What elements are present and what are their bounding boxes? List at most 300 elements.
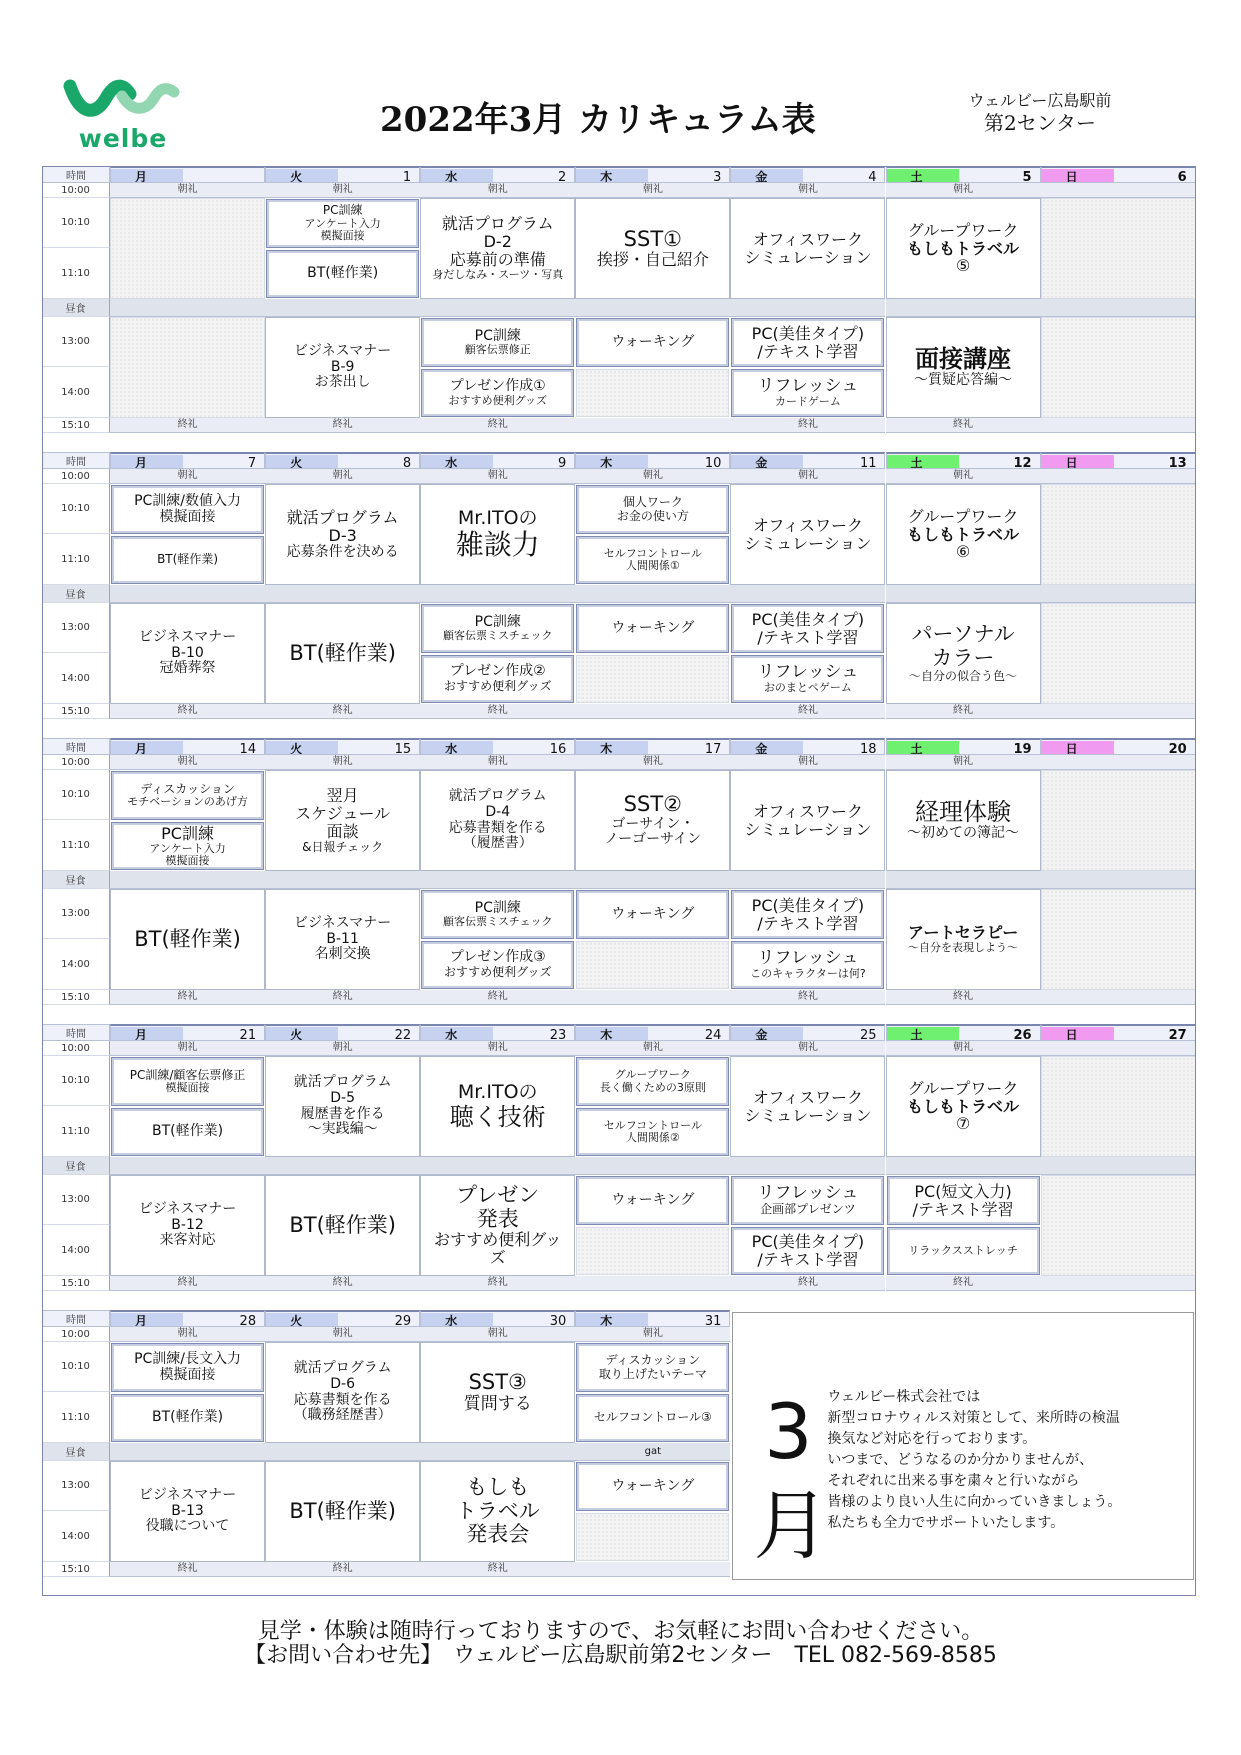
activity-text: リフレッシュ — [757, 948, 859, 969]
notice-line: ウェルビー株式会社では — [827, 1389, 981, 1405]
morning-activity[interactable] — [265, 770, 420, 871]
morning-activity[interactable] — [886, 198, 1041, 299]
activity-text: プレゼン作成② — [449, 663, 546, 680]
activity-text: プレゼン — [456, 1183, 540, 1208]
time-label: 13:00 — [42, 889, 110, 939]
time-label: 10:00 — [42, 755, 110, 770]
activity-text: オフィスワーク — [752, 229, 864, 249]
day-header — [110, 1310, 265, 1327]
morning-activity-top[interactable] — [111, 1057, 264, 1106]
date-number: 17 — [704, 742, 722, 755]
morning-activity[interactable] — [420, 1342, 575, 1443]
morning-activity-top[interactable] — [111, 771, 264, 820]
day-header — [730, 166, 885, 183]
closing-meeting: 終礼 — [886, 990, 1041, 1005]
afternoon-activity[interactable] — [265, 317, 420, 418]
activity-text: 面談 — [326, 821, 359, 841]
day-header — [420, 166, 575, 183]
lunch-row — [886, 585, 1041, 603]
afternoon-activity-top[interactable] — [887, 1176, 1040, 1225]
morning-activity-top[interactable] — [576, 1343, 729, 1392]
activity-text: リフレッシュ — [757, 1183, 859, 1204]
closing-meeting: 終礼 — [110, 418, 265, 433]
morning-meeting: 朝礼 — [265, 755, 420, 770]
activity-text: PC訓練 — [474, 613, 521, 630]
time-label: 10:10 — [42, 1342, 110, 1392]
activity-text: 模擬面接 — [159, 508, 216, 525]
date-number: 26 — [1013, 1028, 1032, 1041]
center-name-line1: ウェルビー広島駅前 — [968, 91, 1112, 110]
date-number: 20 — [1168, 742, 1187, 755]
time-header: 時間 — [42, 1310, 110, 1327]
notice-line: それぞれに出来る事を粛々と行いながら — [827, 1473, 1080, 1489]
lunch-row — [110, 299, 265, 317]
afternoon-activity[interactable] — [110, 603, 265, 704]
morning-meeting: 朝礼 — [265, 1041, 420, 1056]
activity-text: お茶出し — [314, 374, 371, 391]
morning-meeting — [1041, 755, 1196, 770]
morning-meeting: 朝礼 — [265, 1327, 420, 1342]
activity-text: 人間関係② — [625, 1131, 680, 1144]
afternoon-activity[interactable] — [420, 1461, 575, 1562]
time-label: 10:00 — [42, 1041, 110, 1056]
empty-slot — [576, 1513, 729, 1561]
activity-text: シミュレーション — [744, 247, 872, 267]
morning-activity-bottom[interactable] — [111, 822, 264, 870]
morning-activity[interactable] — [575, 770, 730, 871]
afternoon-activity-top[interactable] — [421, 604, 574, 653]
morning-activity-bottom[interactable] — [111, 1108, 264, 1156]
afternoon-activity-bottom[interactable] — [421, 655, 574, 703]
lunch-row — [1041, 299, 1196, 317]
day-of-week: 火 — [266, 1313, 338, 1327]
lunch-row — [265, 1157, 420, 1175]
activity-text: ⑦ — [955, 1114, 971, 1134]
activity-text: オフィスワーク — [752, 801, 864, 821]
activity-text: 履歴書を作る — [300, 1105, 385, 1122]
day-header — [420, 1310, 575, 1327]
morning-activity-bottom[interactable] — [111, 536, 264, 584]
time-label: 11:10 — [42, 1392, 110, 1443]
activity-text: ビジネスマナー — [138, 1200, 237, 1217]
lunch-row — [265, 1443, 420, 1461]
lunch-row: gat — [575, 1443, 730, 1461]
activity-text: リフレッシュ — [757, 662, 859, 683]
activity-text: カードゲーム — [775, 395, 841, 409]
day-of-week: 水 — [421, 169, 493, 183]
activity-text: おすすめ便利グッズ — [443, 965, 552, 980]
afternoon-activity[interactable] — [110, 889, 265, 990]
date-number: 10 — [704, 456, 722, 469]
afternoon-activity[interactable] — [886, 603, 1041, 704]
afternoon-activity-top[interactable] — [576, 604, 729, 653]
lunch-row — [730, 871, 885, 889]
activity-text: おすすめ便利グッ — [434, 1230, 562, 1250]
lunch-row — [265, 299, 420, 317]
activity-text: BT(軽作業) — [307, 265, 379, 282]
activity-text: もしもトラベル — [907, 1096, 1020, 1116]
morning-activity-top[interactable] — [111, 1343, 264, 1392]
time-label: 14:00 — [42, 939, 110, 990]
date-number: 9 — [558, 456, 567, 469]
activity-text: ウォーキング — [611, 333, 695, 350]
activity-text: 就活プログラム — [293, 1074, 392, 1091]
closing-meeting: 終礼 — [110, 990, 265, 1005]
day-of-week: 木 — [576, 1027, 648, 1041]
closing-meeting: 終礼 — [265, 418, 420, 433]
activity-text: /テキスト学習 — [912, 1199, 1014, 1219]
morning-activity[interactable] — [730, 484, 885, 585]
activity-text: D-6 — [330, 1375, 356, 1392]
closing-meeting: 終礼 — [265, 990, 420, 1005]
day-header — [1041, 1024, 1196, 1041]
activity-text: PC訓練 — [474, 327, 521, 344]
time-label: 15:10 — [42, 1276, 110, 1291]
time-label: 10:00 — [42, 183, 110, 198]
morning-activity-top[interactable] — [576, 1057, 729, 1106]
activity-text: ⑥ — [955, 542, 971, 562]
morning-activity[interactable] — [420, 484, 575, 585]
activity-text: 発表 — [476, 1206, 519, 1231]
activity-text: シミュレーション — [744, 819, 872, 839]
morning-meeting: 朝礼 — [575, 1041, 730, 1056]
afternoon-activity-bottom[interactable] — [421, 941, 574, 989]
closing-meeting — [1041, 704, 1196, 719]
month-display — [753, 1385, 830, 1573]
activity-text: 企画部プレゼンツ — [760, 1202, 856, 1217]
morning-activity[interactable] — [730, 1056, 885, 1157]
closing-meeting: 終礼 — [730, 418, 885, 433]
activity-text: 経理体験 — [915, 798, 1012, 827]
day-header — [265, 1310, 420, 1327]
activity-text: PC訓練 — [322, 203, 363, 218]
lunch-row — [730, 299, 885, 317]
afternoon-activity-top[interactable] — [576, 1176, 729, 1225]
morning-activity-bottom[interactable] — [266, 250, 419, 298]
morning-meeting: 朝礼 — [575, 183, 730, 198]
afternoon-activity[interactable] — [110, 1175, 265, 1276]
empty-slot — [1041, 1175, 1196, 1276]
day-header — [575, 1024, 730, 1041]
empty-slot — [110, 198, 265, 299]
closing-meeting: 終礼 — [110, 1276, 265, 1291]
time-label: 11:10 — [42, 820, 110, 871]
day-of-week: 土 — [887, 169, 959, 183]
closing-meeting: 終礼 — [730, 990, 885, 1005]
lunch-row — [110, 585, 265, 603]
activity-text: 顧客伝票ミスチェック — [443, 629, 553, 643]
activity-text: 質問する — [463, 1393, 532, 1414]
afternoon-activity-bottom[interactable] — [731, 1227, 884, 1275]
date-number: 15 — [394, 742, 412, 755]
day-of-week: 月 — [111, 1027, 183, 1041]
activity-text: D-4 — [485, 803, 511, 820]
closing-meeting — [575, 704, 730, 719]
date-number: 2 — [558, 170, 567, 183]
activity-text: 来客対応 — [159, 1232, 216, 1249]
activity-text: ～自分の似合う色～ — [909, 669, 1018, 684]
lunch-row — [110, 871, 265, 889]
notice-line: いつまで、どうなるのか分かりませんが、 — [827, 1452, 1094, 1468]
afternoon-activity[interactable] — [265, 1461, 420, 1562]
day-header — [886, 738, 1041, 755]
day-of-week: 火 — [266, 1027, 338, 1041]
activity-text: 役職について — [145, 1518, 230, 1535]
day-of-week: 金 — [731, 169, 803, 183]
activity-text: /テキスト学習 — [757, 627, 859, 647]
activity-text: このキャラクターは何? — [750, 967, 866, 981]
day-header — [730, 738, 885, 755]
activity-text: 個人ワーク — [622, 495, 683, 510]
closing-meeting: 終礼 — [886, 704, 1041, 719]
activity-text: プレゼン作成③ — [449, 949, 546, 966]
date-number: 11 — [859, 456, 877, 469]
afternoon-activity[interactable] — [265, 1175, 420, 1276]
activity-text: 冠婚葬祭 — [159, 660, 216, 677]
morning-activity-top[interactable] — [266, 199, 419, 248]
activity-text: お金の使い方 — [616, 508, 689, 523]
morning-activity[interactable] — [886, 770, 1041, 871]
welbe-wave-icon — [62, 72, 184, 126]
morning-activity[interactable] — [265, 1056, 420, 1157]
activity-text: ～自分を表現しよう～ — [908, 941, 1019, 955]
morning-activity[interactable] — [730, 198, 885, 299]
day-of-week: 火 — [266, 741, 338, 755]
activity-text: アンケート入力 — [304, 216, 381, 230]
activity-text: D-3 — [328, 525, 357, 545]
activity-text: 人間関係① — [625, 559, 680, 572]
closing-meeting — [1041, 990, 1196, 1005]
afternoon-activity-top[interactable] — [421, 318, 574, 367]
day-header — [575, 166, 730, 183]
time-label: 10:00 — [42, 469, 110, 484]
activity-text: D-2 — [483, 232, 512, 252]
morning-activity[interactable] — [886, 1056, 1041, 1157]
lunch-row — [1041, 585, 1196, 603]
activity-text: PC訓練/顧客伝票修正 — [129, 1067, 246, 1082]
activity-text: オフィスワーク — [752, 515, 864, 535]
morning-meeting — [1041, 183, 1196, 198]
afternoon-activity-top[interactable] — [731, 604, 884, 653]
empty-slot — [110, 317, 265, 418]
day-of-week: 木 — [576, 169, 648, 183]
afternoon-activity-bottom[interactable] — [731, 369, 884, 417]
welbe-logo — [62, 72, 184, 158]
activity-text: もしもトラベル — [907, 238, 1020, 258]
activity-text: 名刺交換 — [314, 946, 371, 963]
activity-text: ゴーサイン・ — [611, 815, 695, 832]
activity-text: PC訓練 — [474, 899, 521, 916]
afternoon-activity-top[interactable] — [731, 318, 884, 367]
lunch-row — [265, 585, 420, 603]
morning-activity-top[interactable] — [576, 485, 729, 534]
activity-text: カラー — [931, 645, 995, 670]
closing-meeting — [1041, 1276, 1196, 1291]
day-of-week: 日 — [1042, 1027, 1114, 1041]
lunch-row — [730, 585, 885, 603]
day-of-week: 水 — [421, 1313, 493, 1327]
page-title: 2022年3月 カリキュラム表 — [380, 100, 816, 140]
activity-text: オフィスワーク — [752, 1087, 864, 1107]
activity-text: セルフコントロール③ — [593, 1410, 712, 1425]
morning-activity[interactable] — [420, 198, 575, 299]
morning-meeting — [1041, 1041, 1196, 1056]
activity-text: B-12 — [171, 1216, 204, 1233]
activity-text: Mr.ITOの — [457, 1081, 538, 1104]
afternoon-activity-top[interactable] — [421, 890, 574, 939]
activity-text: ビジネスマナー — [293, 914, 392, 931]
time-label: 14:00 — [42, 1225, 110, 1276]
activity-text: BT(軽作業) — [289, 640, 396, 665]
activity-text: （履歴書） — [462, 835, 533, 852]
morning-activity[interactable] — [420, 1056, 575, 1157]
afternoon-activity[interactable] — [886, 317, 1041, 418]
morning-activity[interactable] — [420, 770, 575, 871]
activity-text: ウォーキング — [611, 1477, 695, 1494]
time-label: 昼食 — [42, 1443, 110, 1461]
morning-activity[interactable] — [575, 198, 730, 299]
day-header — [1041, 738, 1196, 755]
activity-text: SST③ — [468, 1370, 527, 1395]
closing-meeting: 終礼 — [110, 1562, 265, 1577]
afternoon-activity-top[interactable] — [576, 318, 729, 367]
activity-text: 模擬面接 — [159, 1366, 216, 1383]
empty-slot — [1041, 317, 1196, 418]
day-header — [420, 452, 575, 469]
afternoon-activity-top[interactable] — [576, 890, 729, 939]
activity-text: ズ — [489, 1248, 506, 1268]
activity-text: PC(美佳タイプ) — [751, 609, 865, 629]
activity-text: ディスカッション — [140, 781, 235, 796]
day-of-week: 土 — [887, 1027, 959, 1041]
afternoon-activity-top[interactable] — [731, 1176, 884, 1225]
morning-meeting: 朝礼 — [575, 755, 730, 770]
date-number: 30 — [549, 1314, 567, 1327]
time-label: 10:10 — [42, 1056, 110, 1106]
morning-meeting: 朝礼 — [730, 183, 885, 198]
time-label: 14:00 — [42, 367, 110, 418]
activity-text: 就活プログラム — [286, 507, 399, 527]
lunch-row — [420, 1157, 575, 1175]
activity-text: 応募前の準備 — [449, 250, 546, 270]
day-of-week: 火 — [266, 169, 338, 183]
activity-text: ディスカッション — [605, 1353, 701, 1368]
activity-text: 翌月 — [326, 785, 359, 805]
time-label: 10:10 — [42, 484, 110, 534]
afternoon-activity[interactable] — [265, 603, 420, 704]
activity-text: ウォーキング — [611, 619, 695, 636]
activity-text: 身だしなみ・スーツ・写真 — [432, 268, 564, 282]
activity-text: PC訓練/数値入力 — [134, 492, 242, 509]
activity-text: PC訓練 — [161, 823, 214, 843]
activity-text: 模擬面接 — [165, 1081, 210, 1095]
time-label: 11:10 — [42, 534, 110, 585]
closing-meeting — [575, 1276, 730, 1291]
lunch-row — [886, 871, 1041, 889]
time-label: 13:00 — [42, 317, 110, 367]
activity-text: D-5 — [330, 1089, 356, 1106]
activity-text: 模擬面接 — [320, 229, 365, 243]
day-of-week: 火 — [266, 455, 338, 469]
day-header — [575, 452, 730, 469]
activity-text: 就活プログラム — [441, 214, 554, 234]
day-header — [265, 452, 420, 469]
closing-meeting — [575, 1562, 730, 1577]
morning-activity-bottom[interactable] — [111, 1394, 264, 1442]
empty-slot — [1041, 770, 1196, 871]
lunch-row — [575, 1157, 730, 1175]
morning-activity[interactable] — [886, 484, 1041, 585]
month-glyph: 月 — [753, 1481, 830, 1570]
closing-meeting: 終礼 — [420, 990, 575, 1005]
morning-activity-bottom[interactable] — [576, 1108, 729, 1156]
day-header — [265, 166, 420, 183]
activity-text: PC(美佳タイプ) — [751, 895, 865, 915]
morning-meeting: 朝礼 — [110, 755, 265, 770]
afternoon-activity[interactable] — [110, 1461, 265, 1562]
time-header: 時間 — [42, 738, 110, 755]
time-label: 13:00 — [42, 1461, 110, 1511]
afternoon-activity[interactable] — [886, 889, 1041, 990]
morning-activity[interactable] — [265, 1342, 420, 1443]
morning-activity-bottom[interactable] — [576, 536, 729, 584]
date-number: 12 — [1013, 456, 1032, 469]
afternoon-activity-bottom[interactable] — [731, 941, 884, 989]
time-label: 15:10 — [42, 1562, 110, 1577]
activity-text: PC(短文入力) — [914, 1181, 1012, 1201]
lunch-row — [420, 299, 575, 317]
day-of-week: 日 — [1042, 741, 1114, 755]
day-header — [886, 1024, 1041, 1041]
activity-text: ビジネスマナー — [138, 1486, 237, 1503]
time-label: 14:00 — [42, 653, 110, 704]
morning-meeting: 朝礼 — [575, 469, 730, 484]
afternoon-activity-top[interactable] — [576, 1462, 729, 1511]
activity-text: 雑談力 — [455, 528, 540, 562]
lunch-row — [110, 1443, 265, 1461]
time-label: 11:10 — [42, 248, 110, 299]
day-of-week: 金 — [731, 741, 803, 755]
activity-text: ウォーキング — [611, 905, 695, 922]
afternoon-activity[interactable] — [265, 889, 420, 990]
morning-activity[interactable] — [730, 770, 885, 871]
day-of-week: 日 — [1042, 455, 1114, 469]
notice-line: 新型コロナウィルス対策として、来所時の検温 — [827, 1410, 1120, 1426]
morning-activity-top[interactable] — [111, 485, 264, 534]
day-of-week: 月 — [111, 741, 183, 755]
date-number: 27 — [1168, 1028, 1187, 1041]
morning-activity-bottom[interactable] — [576, 1394, 729, 1442]
activity-text: おすすめ便利グッズ — [443, 679, 552, 694]
notice-text — [827, 1387, 1121, 1534]
afternoon-activity-top[interactable] — [731, 890, 884, 939]
activity-text: SST① — [623, 226, 682, 251]
morning-activity[interactable] — [265, 484, 420, 585]
time-label: 10:10 — [42, 198, 110, 248]
afternoon-activity-bottom[interactable] — [887, 1227, 1040, 1275]
lunch-row — [265, 871, 420, 889]
closing-meeting: 終礼 — [420, 418, 575, 433]
date-number: 31 — [704, 1314, 722, 1327]
time-header: 時間 — [42, 1024, 110, 1041]
date-number: 19 — [1013, 742, 1032, 755]
afternoon-activity-bottom[interactable] — [421, 369, 574, 417]
afternoon-activity-bottom[interactable] — [731, 655, 884, 703]
afternoon-activity[interactable] — [420, 1175, 575, 1276]
activity-text: BT(軽作業) — [134, 926, 241, 951]
morning-meeting: 朝礼 — [886, 1041, 1041, 1056]
activity-text: 挨拶・自己紹介 — [596, 250, 709, 270]
